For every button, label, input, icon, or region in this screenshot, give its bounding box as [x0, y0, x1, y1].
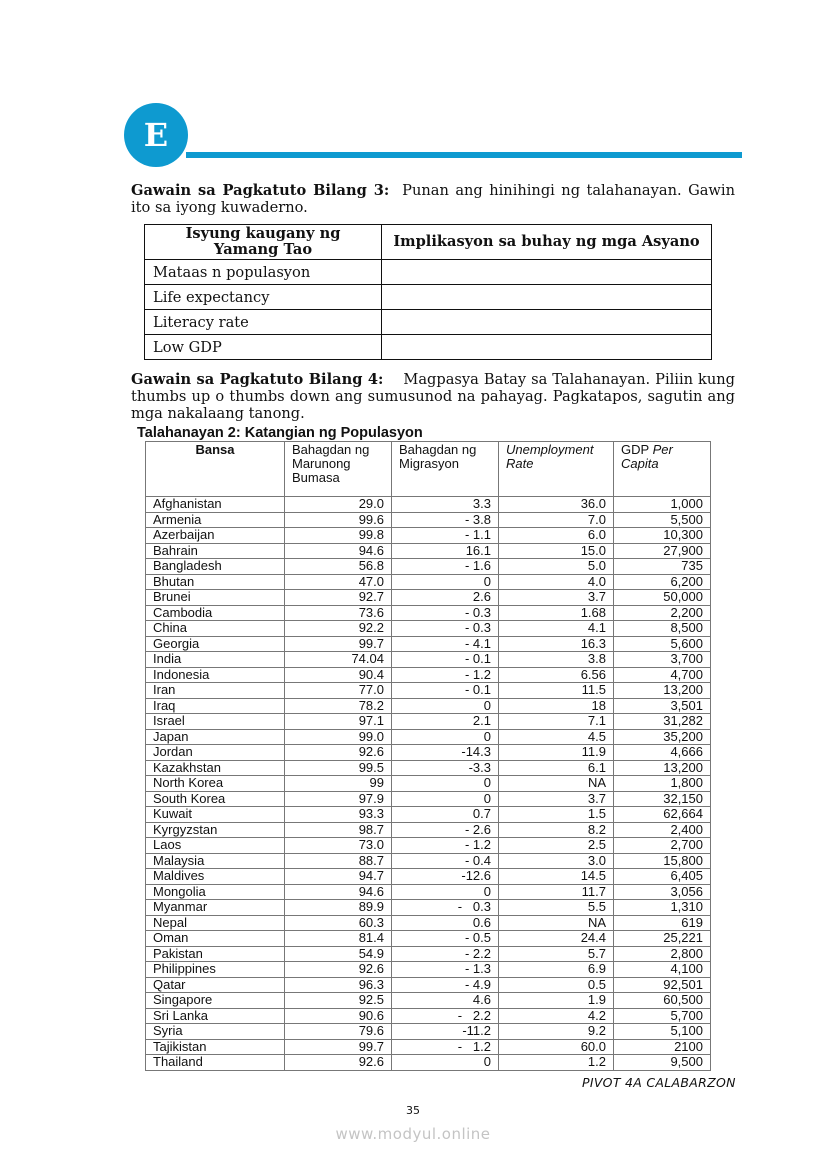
column-header-issue: Isyung kaugany ng Yamang Tao — [145, 225, 382, 260]
literacy-cell: 99.6 — [285, 512, 392, 528]
activity-3-text: Punan ang hinihingi ng talahanayan. Gawin ito sa iyong kuwaderno. — [131, 182, 735, 216]
unemployment-cell: 4.0 — [499, 574, 614, 590]
unemployment-cell: NA — [499, 915, 614, 931]
literacy-cell: 92.6 — [285, 962, 392, 978]
migration-cell: - 0.5 — [392, 931, 499, 947]
unemployment-cell: 1.2 — [499, 1055, 614, 1071]
country-cell: Brunei — [146, 590, 285, 606]
unemployment-label: Unemployment Rate — [506, 442, 594, 471]
literacy-cell: 98.7 — [285, 822, 392, 838]
table-row — [146, 590, 711, 606]
country-cell: Azerbaijan — [146, 528, 285, 544]
literacy-cell: 99.5 — [285, 760, 392, 776]
literacy-cell: 56.8 — [285, 559, 392, 575]
country-cell: Kazakhstan — [146, 760, 285, 776]
issue-cell: Mataas n populasyon — [145, 260, 382, 285]
table-row — [146, 528, 711, 544]
table-row — [146, 1024, 711, 1040]
migration-cell: 0.7 — [392, 807, 499, 823]
unemployment-cell: 11.7 — [499, 884, 614, 900]
country-cell: Bhutan — [146, 574, 285, 590]
unemployment-cell: 4.2 — [499, 1008, 614, 1024]
table-row — [146, 853, 711, 869]
migration-cell: 0.6 — [392, 915, 499, 931]
literacy-cell: 60.3 — [285, 915, 392, 931]
unemployment-cell: 2.5 — [499, 838, 614, 854]
migration-cell: - 3.8 — [392, 512, 499, 528]
literacy-cell: 92.5 — [285, 993, 392, 1009]
table-row — [146, 1039, 711, 1055]
gdp-cell: 1,310 — [614, 900, 711, 916]
implication-cell[interactable] — [382, 310, 712, 335]
literacy-cell: 90.6 — [285, 1008, 392, 1024]
activity-4-text: Magpasya Batay sa Talahanayan. Piliin kung thumbs up o thumbs down ang sumusunod na pahayag. Pagkatapos, sagutin ang mga nakalaang tanong. — [131, 371, 736, 422]
country-cell: Bahrain — [146, 543, 285, 559]
implication-cell[interactable] — [382, 335, 712, 360]
table-header-row — [146, 442, 711, 497]
unemployment-cell: 6.9 — [499, 962, 614, 978]
activity-3-instructions — [131, 182, 735, 216]
gdp-cell: 4,700 — [614, 667, 711, 683]
literacy-cell: 73.6 — [285, 605, 392, 621]
migration-cell: - 2.6 — [392, 822, 499, 838]
country-cell: Iran — [146, 683, 285, 699]
country-cell: Sri Lanka — [146, 1008, 285, 1024]
literacy-cell: 74.04 — [285, 652, 392, 668]
unemployment-cell: 36.0 — [499, 497, 614, 513]
unemployment-cell: 5.5 — [499, 900, 614, 916]
gdp-cell: 6,405 — [614, 869, 711, 885]
gdp-cell: 2,700 — [614, 838, 711, 854]
migration-cell: - 0.1 — [392, 683, 499, 699]
gdp-cell: 3,056 — [614, 884, 711, 900]
country-cell: Armenia — [146, 512, 285, 528]
literacy-cell: 77.0 — [285, 683, 392, 699]
unemployment-cell: 11.5 — [499, 683, 614, 699]
literacy-cell: 73.0 — [285, 838, 392, 854]
column-header-country: Bansa — [146, 442, 285, 497]
literacy-cell: 92.6 — [285, 1055, 392, 1071]
watermark: www.modyul.online — [335, 1125, 491, 1143]
migration-cell: - 0.3 — [392, 605, 499, 621]
country-cell: Oman — [146, 931, 285, 947]
activity-3-table — [144, 224, 712, 360]
table-row — [146, 1008, 711, 1024]
migration-cell: - 1.2 — [392, 838, 499, 854]
literacy-cell: 29.0 — [285, 497, 392, 513]
migration-cell: - 1.2 — [392, 667, 499, 683]
unemployment-cell: 1.68 — [499, 605, 614, 621]
gdp-cell: 10,300 — [614, 528, 711, 544]
migration-cell: -12.6 — [392, 869, 499, 885]
unemployment-cell: 4.5 — [499, 729, 614, 745]
literacy-cell: 93.3 — [285, 807, 392, 823]
literacy-cell: 92.7 — [285, 590, 392, 606]
migration-cell: 0 — [392, 698, 499, 714]
migration-cell: - 2.2 — [392, 946, 499, 962]
gdp-cell: 35,200 — [614, 729, 711, 745]
table-row — [146, 698, 711, 714]
country-cell: Cambodia — [146, 605, 285, 621]
unemployment-cell: 1.9 — [499, 993, 614, 1009]
gdp-cell: 9,500 — [614, 1055, 711, 1071]
gdp-cell: 62,664 — [614, 807, 711, 823]
table-row — [145, 335, 712, 360]
literacy-cell: 81.4 — [285, 931, 392, 947]
unemployment-cell: 3.0 — [499, 853, 614, 869]
country-cell: Japan — [146, 729, 285, 745]
gdp-cell: 4,666 — [614, 745, 711, 761]
literacy-cell: 97.9 — [285, 791, 392, 807]
gdp-cell: 13,200 — [614, 683, 711, 699]
table-row — [146, 574, 711, 590]
migration-cell: - 0.3 — [392, 621, 499, 637]
migration-cell: - 0.1 — [392, 652, 499, 668]
migration-cell: 0 — [392, 884, 499, 900]
gdp-cell: 5,700 — [614, 1008, 711, 1024]
migration-cell: -14.3 — [392, 745, 499, 761]
gdp-cell: 2100 — [614, 1039, 711, 1055]
gdp-cell: 5,600 — [614, 636, 711, 652]
page-number: 35 — [406, 1104, 420, 1117]
migration-cell: - 4.9 — [392, 977, 499, 993]
literacy-cell: 92.6 — [285, 745, 392, 761]
literacy-cell: 96.3 — [285, 977, 392, 993]
column-header-literacy: Bahagdan ng Marunong Bumasa — [285, 442, 392, 497]
migration-cell: 2.1 — [392, 714, 499, 730]
table-row — [146, 512, 711, 528]
unemployment-cell: 18 — [499, 698, 614, 714]
country-cell: India — [146, 652, 285, 668]
unemployment-cell: 1.5 — [499, 807, 614, 823]
literacy-cell: 99.7 — [285, 636, 392, 652]
unemployment-cell: 8.2 — [499, 822, 614, 838]
column-header-gdp — [614, 442, 711, 497]
unemployment-cell: 9.2 — [499, 1024, 614, 1040]
country-cell: Myanmar — [146, 900, 285, 916]
implication-cell[interactable] — [382, 260, 712, 285]
unemployment-cell: 11.9 — [499, 745, 614, 761]
country-cell: Israel — [146, 714, 285, 730]
table-row — [146, 636, 711, 652]
gdp-cell: 735 — [614, 559, 711, 575]
table-row — [146, 559, 711, 575]
gdp-cell: 2,200 — [614, 605, 711, 621]
gdp-cell: 2,400 — [614, 822, 711, 838]
gdp-cell: 8,500 — [614, 621, 711, 637]
migration-cell: 0 — [392, 574, 499, 590]
unemployment-cell: 3.7 — [499, 590, 614, 606]
country-cell: Philippines — [146, 962, 285, 978]
gdp-cell: 1,000 — [614, 497, 711, 513]
table-2-title: Talahanayan 2: Katangian ng Populasyon — [137, 425, 423, 441]
unemployment-cell: 24.4 — [499, 931, 614, 947]
country-cell: Thailand — [146, 1055, 285, 1071]
country-cell: South Korea — [146, 791, 285, 807]
migration-cell: 2.6 — [392, 590, 499, 606]
literacy-cell: 47.0 — [285, 574, 392, 590]
table-row — [146, 605, 711, 621]
unemployment-cell: 6.0 — [499, 528, 614, 544]
literacy-cell: 89.9 — [285, 900, 392, 916]
unemployment-cell: 4.1 — [499, 621, 614, 637]
migration-cell: - 1.6 — [392, 559, 499, 575]
literacy-cell: 99.8 — [285, 528, 392, 544]
literacy-cell: 90.4 — [285, 667, 392, 683]
unemployment-cell: 3.8 — [499, 652, 614, 668]
literacy-cell: 94.6 — [285, 884, 392, 900]
table-row — [146, 931, 711, 947]
literacy-cell: 78.2 — [285, 698, 392, 714]
table-row — [145, 285, 712, 310]
gdp-cell: 50,000 — [614, 590, 711, 606]
issue-cell: Life expectancy — [145, 285, 382, 310]
migration-cell: -11.2 — [392, 1024, 499, 1040]
population-table — [145, 441, 711, 1071]
activity-4-title: Gawain sa Pagkatuto Bilang 4: — [131, 371, 384, 388]
migration-cell: 0 — [392, 791, 499, 807]
gdp-cell: 1,800 — [614, 776, 711, 792]
country-cell: Pakistan — [146, 946, 285, 962]
table-row — [146, 683, 711, 699]
country-cell: Nepal — [146, 915, 285, 931]
gdp-cell: 31,282 — [614, 714, 711, 730]
table-row — [146, 962, 711, 978]
unemployment-cell: 0.5 — [499, 977, 614, 993]
literacy-cell: 99.0 — [285, 729, 392, 745]
table-row — [146, 869, 711, 885]
unemployment-cell: 5.0 — [499, 559, 614, 575]
gdp-cell: 619 — [614, 915, 711, 931]
literacy-cell: 99 — [285, 776, 392, 792]
gdp-cell: 5,100 — [614, 1024, 711, 1040]
country-cell: Kuwait — [146, 807, 285, 823]
unemployment-cell: 7.1 — [499, 714, 614, 730]
table-row — [146, 807, 711, 823]
unemployment-cell: 15.0 — [499, 543, 614, 559]
gdp-cell: 13,200 — [614, 760, 711, 776]
unemployment-cell: 14.5 — [499, 869, 614, 885]
unemployment-cell: 6.56 — [499, 667, 614, 683]
table-row — [146, 760, 711, 776]
table-row — [146, 652, 711, 668]
column-header-migration: Bahagdan ng Migrasyon — [392, 442, 499, 497]
country-cell: Bangladesh — [146, 559, 285, 575]
literacy-cell: 79.6 — [285, 1024, 392, 1040]
table-row — [146, 993, 711, 1009]
literacy-cell: 99.7 — [285, 1039, 392, 1055]
migration-cell: - 0.4 — [392, 853, 499, 869]
table-row — [146, 776, 711, 792]
unemployment-cell: 5.7 — [499, 946, 614, 962]
migration-cell: 4.6 — [392, 993, 499, 1009]
section-badge: E — [124, 103, 188, 167]
table-row — [146, 884, 711, 900]
country-cell: Mongolia — [146, 884, 285, 900]
unemployment-cell: 60.0 — [499, 1039, 614, 1055]
migration-cell: - 4.1 — [392, 636, 499, 652]
gdp-cell: 3,501 — [614, 698, 711, 714]
gdp-cell: 5,500 — [614, 512, 711, 528]
migration-cell: 16.1 — [392, 543, 499, 559]
migration-cell: - 2.2 — [392, 1008, 499, 1024]
table-header-row — [145, 225, 712, 260]
country-cell: Tajikistan — [146, 1039, 285, 1055]
gdp-cell: 6,200 — [614, 574, 711, 590]
country-cell: North Korea — [146, 776, 285, 792]
section-divider — [186, 152, 742, 158]
gdp-cell: 2,800 — [614, 946, 711, 962]
table-row — [145, 260, 712, 285]
table-row — [146, 543, 711, 559]
unemployment-cell: 6.1 — [499, 760, 614, 776]
implication-cell[interactable] — [382, 285, 712, 310]
table-row — [145, 310, 712, 335]
country-cell: Syria — [146, 1024, 285, 1040]
column-header-unemployment — [499, 442, 614, 497]
migration-cell: - 1.1 — [392, 528, 499, 544]
country-cell: Georgia — [146, 636, 285, 652]
country-cell: Kyrgyzstan — [146, 822, 285, 838]
per-capita-label: Per Capita — [621, 442, 673, 471]
country-cell: Maldives — [146, 869, 285, 885]
activity-3-title: Gawain sa Pagkatuto Bilang 3: — [131, 182, 390, 199]
migration-cell: 0 — [392, 1055, 499, 1071]
table-row — [146, 667, 711, 683]
migration-cell: - 0.3 — [392, 900, 499, 916]
migration-cell: 0 — [392, 729, 499, 745]
issue-cell: Low GDP — [145, 335, 382, 360]
migration-cell: 3.3 — [392, 497, 499, 513]
country-cell: Indonesia — [146, 667, 285, 683]
table-row — [146, 791, 711, 807]
issue-cell: Literacy rate — [145, 310, 382, 335]
table-row — [146, 497, 711, 513]
unemployment-cell: 7.0 — [499, 512, 614, 528]
migration-cell: - 1.3 — [392, 962, 499, 978]
gdp-cell: 60,500 — [614, 993, 711, 1009]
gdp-cell: 25,221 — [614, 931, 711, 947]
literacy-cell: 94.6 — [285, 543, 392, 559]
gdp-label: GDP — [621, 442, 649, 457]
table-row — [146, 822, 711, 838]
unemployment-cell: NA — [499, 776, 614, 792]
gdp-cell: 4,100 — [614, 962, 711, 978]
unemployment-cell: 16.3 — [499, 636, 614, 652]
literacy-cell: 92.2 — [285, 621, 392, 637]
gdp-cell: 27,900 — [614, 543, 711, 559]
gdp-cell: 15,800 — [614, 853, 711, 869]
gdp-cell: 92,501 — [614, 977, 711, 993]
migration-cell: - 1.2 — [392, 1039, 499, 1055]
table-row — [146, 838, 711, 854]
country-cell: China — [146, 621, 285, 637]
literacy-cell: 54.9 — [285, 946, 392, 962]
literacy-cell: 94.7 — [285, 869, 392, 885]
migration-cell: -3.3 — [392, 760, 499, 776]
table-row — [146, 621, 711, 637]
gdp-cell: 3,700 — [614, 652, 711, 668]
country-cell: Laos — [146, 838, 285, 854]
table-row — [146, 714, 711, 730]
country-cell: Malaysia — [146, 853, 285, 869]
migration-cell: 0 — [392, 776, 499, 792]
unemployment-cell: 3.7 — [499, 791, 614, 807]
country-cell: Iraq — [146, 698, 285, 714]
literacy-cell: 97.1 — [285, 714, 392, 730]
table-row — [146, 946, 711, 962]
table-row — [146, 1055, 711, 1071]
country-cell: Qatar — [146, 977, 285, 993]
table-row — [146, 729, 711, 745]
country-cell: Jordan — [146, 745, 285, 761]
country-cell: Afghanistan — [146, 497, 285, 513]
activity-4-instructions — [131, 371, 735, 422]
footer-note: PIVOT 4A CALABARZON — [582, 1075, 736, 1090]
column-header-implication: Implikasyon sa buhay ng mga Asyano — [382, 225, 712, 260]
table-row — [146, 915, 711, 931]
table-row — [146, 977, 711, 993]
table-row — [146, 745, 711, 761]
gdp-cell: 32,150 — [614, 791, 711, 807]
table-row — [146, 900, 711, 916]
literacy-cell: 88.7 — [285, 853, 392, 869]
country-cell: Singapore — [146, 993, 285, 1009]
